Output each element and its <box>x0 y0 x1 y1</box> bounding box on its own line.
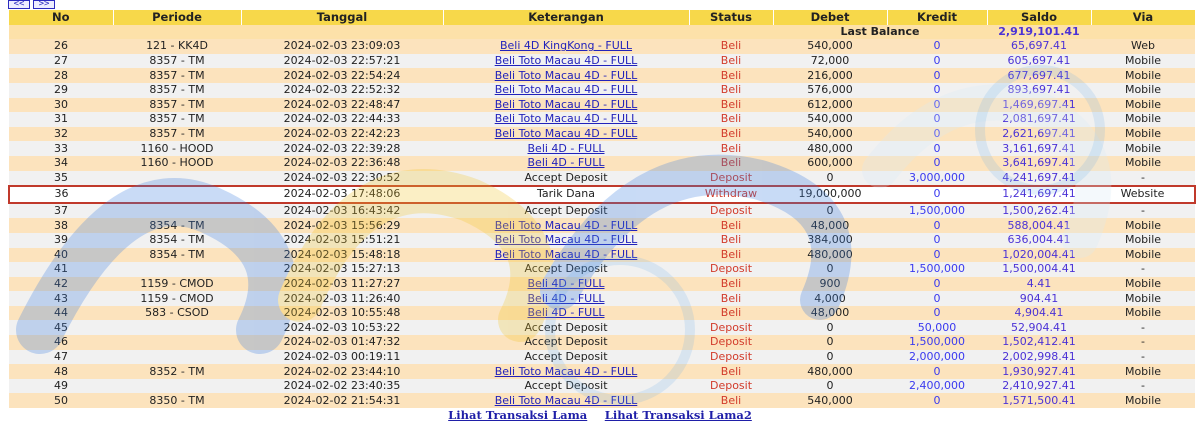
table-row <box>9 171 1195 187</box>
cell-tanggal: 2024-02-02 21:54:31 <box>241 393 443 408</box>
cell-tanggal: 2024-02-03 22:30:52 <box>241 171 443 187</box>
table-row <box>9 277 1195 292</box>
cell-debet: 540,000 <box>773 112 887 127</box>
col-header-debet: Debet <box>773 10 887 25</box>
cell-periode: 1159 - CMOD <box>113 291 241 306</box>
cell-debet: 612,000 <box>773 98 887 113</box>
cell-periode <box>113 320 241 335</box>
cell-periode <box>113 262 241 277</box>
cell-tanggal: 2024-02-03 22:57:21 <box>241 54 443 69</box>
cell-saldo: 3,161,697.41 <box>987 141 1091 156</box>
cell-saldo: 65,697.41 <box>987 39 1091 54</box>
cell-kredit: 0 <box>887 112 987 127</box>
cell-keterangan <box>443 291 689 306</box>
cell-saldo: 3,641,697.41 <box>987 156 1091 171</box>
cell-status: Beli <box>689 127 773 142</box>
cell-periode <box>113 203 241 219</box>
cell-kredit: 0 <box>887 39 987 54</box>
cell-kredit: 0 <box>887 218 987 233</box>
cell-tanggal: 2024-02-03 22:48:47 <box>241 98 443 113</box>
cell-keterangan <box>443 68 689 83</box>
cell-status: Beli <box>689 156 773 171</box>
cell-saldo: 904.41 <box>987 291 1091 306</box>
cell-via: Mobile <box>1091 156 1195 171</box>
cell-via: - <box>1091 262 1195 277</box>
cell-keterangan <box>443 218 689 233</box>
bet-detail-link[interactable]: Beli Toto Macau 4D - FULL <box>494 233 638 247</box>
cell-tanggal: 2024-02-03 15:48:18 <box>241 248 443 263</box>
cell-debet: 4,000 <box>773 291 887 306</box>
cell-kredit: 2,400,000 <box>887 379 987 394</box>
cell-status: Beli <box>689 306 773 321</box>
last-balance-label: Last Balance <box>773 25 987 40</box>
cell-kredit: 0 <box>887 291 987 306</box>
bet-detail-link[interactable]: Beli Toto Macau 4D - FULL <box>494 68 638 82</box>
table-row <box>9 248 1195 263</box>
cell-periode: 8357 - TM <box>113 112 241 127</box>
cell-keterangan <box>443 54 689 69</box>
cell-debet: 0 <box>773 203 887 219</box>
bet-detail-link[interactable]: Beli 4D KingKong - FULL <box>499 39 633 53</box>
cell-status: Beli <box>689 68 773 83</box>
cell-keterangan: Accept Deposit <box>443 262 689 277</box>
cell-periode: 8354 - TM <box>113 248 241 263</box>
bet-detail-link[interactable]: Beli Toto Macau 4D - FULL <box>494 247 638 261</box>
cell-keterangan <box>443 83 689 98</box>
cell-no: 43 <box>9 291 113 306</box>
cell-no: 42 <box>9 277 113 292</box>
cell-no: 49 <box>9 379 113 394</box>
cell-no: 39 <box>9 233 113 248</box>
cell-tanggal: 2024-02-03 22:36:48 <box>241 156 443 171</box>
col-header-no: No <box>9 10 113 25</box>
cell-no: 26 <box>9 39 113 54</box>
cell-periode: 8357 - TM <box>113 68 241 83</box>
cell-debet: 540,000 <box>773 39 887 54</box>
cell-tanggal: 2024-02-03 22:44:33 <box>241 112 443 127</box>
cell-periode: 583 - CSOD <box>113 306 241 321</box>
pager <box>8 0 55 9</box>
cell-kredit: 0 <box>887 393 987 408</box>
cell-via: - <box>1091 320 1195 335</box>
last-balance-row <box>9 25 1195 40</box>
col-header-kredit: Kredit <box>887 10 987 25</box>
cell-tanggal: 2024-02-03 01:47:32 <box>241 335 443 350</box>
cell-keterangan: Tarik Dana <box>443 186 689 203</box>
cell-no: 38 <box>9 218 113 233</box>
cell-debet: 540,000 <box>773 393 887 408</box>
cell-debet: 900 <box>773 277 887 292</box>
cell-saldo: 52,904.41 <box>987 320 1091 335</box>
cell-no: 50 <box>9 393 113 408</box>
cell-keterangan <box>443 127 689 142</box>
table-row <box>9 98 1195 113</box>
cell-no: 33 <box>9 141 113 156</box>
cell-via: Mobile <box>1091 248 1195 263</box>
table-row-highlighted <box>9 186 1195 203</box>
cell-keterangan <box>443 39 689 54</box>
cell-saldo: 605,697.41 <box>987 54 1091 69</box>
cell-saldo: 677,697.41 <box>987 68 1091 83</box>
bet-detail-link[interactable]: Beli Toto Macau 4D - FULL <box>494 112 638 126</box>
cell-debet: 540,000 <box>773 127 887 142</box>
cell-kredit: 1,500,000 <box>887 335 987 350</box>
cell-kredit: 3,000,000 <box>887 171 987 187</box>
cell-debet: 480,000 <box>773 141 887 156</box>
cell-keterangan: Accept Deposit <box>443 379 689 394</box>
cell-periode: 8354 - TM <box>113 233 241 248</box>
cell-no: 31 <box>9 112 113 127</box>
bet-detail-link[interactable]: Beli Toto Macau 4D - FULL <box>494 97 638 111</box>
cell-saldo: 2,081,697.41 <box>987 112 1091 127</box>
cell-kredit: 2,000,000 <box>887 350 987 365</box>
cell-saldo: 2,621,697.41 <box>987 127 1091 142</box>
cell-kredit: 0 <box>887 248 987 263</box>
cell-no: 37 <box>9 203 113 219</box>
cell-kredit: 0 <box>887 141 987 156</box>
cell-tanggal: 2024-02-03 22:39:28 <box>241 141 443 156</box>
cell-saldo: 1,500,262.41 <box>987 203 1091 219</box>
cell-status: Deposit <box>689 335 773 350</box>
cell-kredit: 0 <box>887 233 987 248</box>
bet-detail-link[interactable]: Beli Toto Macau 4D - FULL <box>494 54 638 68</box>
cell-debet: 0 <box>773 379 887 394</box>
cell-no: 35 <box>9 171 113 187</box>
cell-via: Mobile <box>1091 277 1195 292</box>
cell-no: 36 <box>9 186 113 203</box>
table-row <box>9 364 1195 379</box>
old-transactions-2-link[interactable]: Lihat Transaksi Lama2 <box>604 408 752 422</box>
cell-status: Beli <box>689 141 773 156</box>
cell-periode <box>113 379 241 394</box>
cell-via: - <box>1091 335 1195 350</box>
cell-no: 48 <box>9 364 113 379</box>
cell-via: Mobile <box>1091 141 1195 156</box>
cell-debet: 0 <box>773 320 887 335</box>
table-row <box>9 320 1195 335</box>
table-row <box>9 156 1195 171</box>
table-row <box>9 262 1195 277</box>
cell-keterangan <box>443 141 689 156</box>
cell-debet: 48,000 <box>773 306 887 321</box>
cell-periode: 1160 - HOOD <box>113 156 241 171</box>
table-row <box>9 218 1195 233</box>
table-row <box>9 141 1195 156</box>
cell-via: - <box>1091 203 1195 219</box>
table-row <box>9 350 1195 365</box>
cell-via: Mobile <box>1091 112 1195 127</box>
cell-periode <box>113 335 241 350</box>
col-header-status: Status <box>689 10 773 25</box>
next-page-button[interactable]: >> <box>33 0 55 9</box>
cell-via: Web <box>1091 39 1195 54</box>
cell-kredit: 0 <box>887 364 987 379</box>
bet-detail-link[interactable]: Beli Toto Macau 4D - FULL <box>494 127 638 141</box>
cell-keterangan: Accept Deposit <box>443 350 689 365</box>
cell-keterangan <box>443 393 689 408</box>
bet-detail-link[interactable]: Beli 4D - FULL <box>527 306 605 320</box>
cell-status: Beli <box>689 218 773 233</box>
cell-debet: 576,000 <box>773 83 887 98</box>
cell-kredit: 0 <box>887 98 987 113</box>
col-header-via: Via <box>1091 10 1195 25</box>
cell-saldo: 2,410,927.41 <box>987 379 1091 394</box>
cell-debet: 19,000,000 <box>773 186 887 203</box>
cell-kredit: 0 <box>887 83 987 98</box>
cell-debet: 216,000 <box>773 68 887 83</box>
table-row <box>9 335 1195 350</box>
cell-status: Withdraw <box>689 186 773 203</box>
bet-detail-link[interactable]: Beli 4D - FULL <box>527 291 605 305</box>
table-row <box>9 39 1195 54</box>
cell-saldo: 1,502,412.41 <box>987 335 1091 350</box>
cell-status: Deposit <box>689 379 773 394</box>
table-row <box>9 379 1195 394</box>
cell-tanggal: 2024-02-03 11:27:27 <box>241 277 443 292</box>
cell-via: Mobile <box>1091 98 1195 113</box>
cell-kredit: 0 <box>887 127 987 142</box>
cell-periode: 8350 - TM <box>113 393 241 408</box>
cell-periode: 1160 - HOOD <box>113 141 241 156</box>
cell-saldo: 4.41 <box>987 277 1091 292</box>
cell-status: Deposit <box>689 171 773 187</box>
old-transactions-link[interactable]: Lihat Transaksi Lama <box>448 408 588 422</box>
cell-status: Deposit <box>689 350 773 365</box>
table-row <box>9 291 1195 306</box>
cell-saldo: 1,571,500.41 <box>987 393 1091 408</box>
cell-via: Website <box>1091 186 1195 203</box>
cell-no: 29 <box>9 83 113 98</box>
cell-keterangan <box>443 98 689 113</box>
cell-kredit: 0 <box>887 306 987 321</box>
cell-saldo: 1,020,004.41 <box>987 248 1091 263</box>
cell-status: Deposit <box>689 262 773 277</box>
cell-no: 41 <box>9 262 113 277</box>
cell-saldo: 1,500,004.41 <box>987 262 1091 277</box>
cell-periode: 8357 - TM <box>113 54 241 69</box>
cell-no: 30 <box>9 98 113 113</box>
col-header-saldo: Saldo <box>987 10 1091 25</box>
cell-tanggal: 2024-02-03 10:53:22 <box>241 320 443 335</box>
cell-periode: 8357 - TM <box>113 98 241 113</box>
cell-debet: 0 <box>773 171 887 187</box>
cell-via: Mobile <box>1091 218 1195 233</box>
cell-debet: 384,000 <box>773 233 887 248</box>
table-row <box>9 306 1195 321</box>
cell-keterangan <box>443 112 689 127</box>
cell-no: 47 <box>9 350 113 365</box>
table-row <box>9 203 1195 219</box>
bet-detail-link[interactable]: Beli Toto Macau 4D - FULL <box>494 218 638 232</box>
cell-no: 28 <box>9 68 113 83</box>
cell-no: 34 <box>9 156 113 171</box>
table-row <box>9 233 1195 248</box>
cell-keterangan: Accept Deposit <box>443 320 689 335</box>
cell-no: 46 <box>9 335 113 350</box>
cell-kredit: 0 <box>887 156 987 171</box>
col-header-periode: Periode <box>113 10 241 25</box>
cell-status: Beli <box>689 233 773 248</box>
cell-periode: 8354 - TM <box>113 218 241 233</box>
cell-via: - <box>1091 379 1195 394</box>
cell-kredit: 50,000 <box>887 320 987 335</box>
cell-status: Beli <box>689 83 773 98</box>
cell-status: Beli <box>689 112 773 127</box>
cell-kredit: 0 <box>887 68 987 83</box>
cell-status: Beli <box>689 277 773 292</box>
cell-via: Mobile <box>1091 127 1195 142</box>
cell-debet: 48,000 <box>773 218 887 233</box>
cell-status: Beli <box>689 54 773 69</box>
cell-tanggal: 2024-02-03 17:48:06 <box>241 186 443 203</box>
cell-debet: 72,000 <box>773 54 887 69</box>
cell-no: 40 <box>9 248 113 263</box>
cell-status: Beli <box>689 291 773 306</box>
cell-keterangan <box>443 156 689 171</box>
cell-tanggal: 2024-02-03 16:43:42 <box>241 203 443 219</box>
bet-detail-link[interactable]: Beli Toto Macau 4D - FULL <box>494 83 638 97</box>
cell-no: 45 <box>9 320 113 335</box>
footer-links <box>0 408 1200 422</box>
cell-kredit: 0 <box>887 277 987 292</box>
bet-detail-link[interactable]: Beli 4D - FULL <box>527 156 605 170</box>
cell-via: Mobile <box>1091 233 1195 248</box>
prev-page-button[interactable]: << <box>8 0 30 9</box>
col-header-keterangan: Keterangan <box>443 10 689 25</box>
cell-periode: 8352 - TM <box>113 364 241 379</box>
bet-detail-link[interactable]: Beli 4D - FULL <box>527 141 605 155</box>
cell-status: Beli <box>689 248 773 263</box>
bet-detail-link[interactable]: Beli Toto Macau 4D - FULL <box>494 393 638 407</box>
cell-keterangan <box>443 364 689 379</box>
cell-via: Mobile <box>1091 54 1195 69</box>
cell-keterangan <box>443 277 689 292</box>
cell-via: Mobile <box>1091 68 1195 83</box>
cell-saldo: 1,241,697.41 <box>987 186 1091 203</box>
cell-keterangan: Accept Deposit <box>443 203 689 219</box>
cell-saldo: 2,002,998.41 <box>987 350 1091 365</box>
cell-debet: 0 <box>773 335 887 350</box>
cell-debet: 0 <box>773 262 887 277</box>
cell-via: Mobile <box>1091 364 1195 379</box>
cell-tanggal: 2024-02-02 23:44:10 <box>241 364 443 379</box>
cell-no: 32 <box>9 127 113 142</box>
table-row <box>9 112 1195 127</box>
cell-periode: 1159 - CMOD <box>113 277 241 292</box>
cell-via: Mobile <box>1091 83 1195 98</box>
cell-tanggal: 2024-02-02 23:40:35 <box>241 379 443 394</box>
cell-tanggal: 2024-02-03 15:51:21 <box>241 233 443 248</box>
cell-tanggal: 2024-02-03 10:55:48 <box>241 306 443 321</box>
cell-tanggal: 2024-02-03 23:09:03 <box>241 39 443 54</box>
cell-tanggal: 2024-02-03 00:19:11 <box>241 350 443 365</box>
cell-keterangan <box>443 306 689 321</box>
cell-tanggal: 2024-02-03 22:54:24 <box>241 68 443 83</box>
cell-periode <box>113 171 241 187</box>
cell-saldo: 588,004.41 <box>987 218 1091 233</box>
cell-debet: 600,000 <box>773 156 887 171</box>
table-row <box>9 393 1195 408</box>
cell-keterangan <box>443 248 689 263</box>
cell-no: 27 <box>9 54 113 69</box>
cell-periode: 8357 - TM <box>113 83 241 98</box>
cell-saldo: 893,697.41 <box>987 83 1091 98</box>
cell-tanggal: 2024-02-03 22:52:32 <box>241 83 443 98</box>
cell-keterangan: Accept Deposit <box>443 335 689 350</box>
cell-kredit: 1,500,000 <box>887 262 987 277</box>
cell-kredit: 0 <box>887 186 987 203</box>
cell-debet: 480,000 <box>773 364 887 379</box>
last-balance-value: 2,919,101.41 <box>987 25 1091 40</box>
table-row <box>9 127 1195 142</box>
cell-tanggal: 2024-02-03 15:56:29 <box>241 218 443 233</box>
cell-kredit: 1,500,000 <box>887 203 987 219</box>
cell-saldo: 1,930,927.41 <box>987 364 1091 379</box>
cell-via: - <box>1091 350 1195 365</box>
transaction-table <box>8 10 1196 408</box>
cell-status: Beli <box>689 364 773 379</box>
cell-via: Mobile <box>1091 291 1195 306</box>
cell-periode <box>113 186 241 203</box>
cell-saldo: 1,469,697.41 <box>987 98 1091 113</box>
cell-status: Beli <box>689 98 773 113</box>
cell-debet: 480,000 <box>773 248 887 263</box>
cell-kredit: 0 <box>887 54 987 69</box>
bet-detail-link[interactable]: Beli Toto Macau 4D - FULL <box>494 364 638 378</box>
cell-periode <box>113 350 241 365</box>
table-row <box>9 83 1195 98</box>
table-row <box>9 54 1195 69</box>
cell-status: Deposit <box>689 320 773 335</box>
cell-status: Beli <box>689 393 773 408</box>
cell-saldo: 4,904.41 <box>987 306 1091 321</box>
cell-status: Beli <box>689 39 773 54</box>
cell-keterangan <box>443 233 689 248</box>
cell-via: Mobile <box>1091 306 1195 321</box>
cell-tanggal: 2024-02-03 15:27:13 <box>241 262 443 277</box>
table-row <box>9 68 1195 83</box>
cell-keterangan: Accept Deposit <box>443 171 689 187</box>
cell-via: - <box>1091 171 1195 187</box>
col-header-tanggal: Tanggal <box>241 10 443 25</box>
cell-tanggal: 2024-02-03 22:42:23 <box>241 127 443 142</box>
cell-saldo: 636,004.41 <box>987 233 1091 248</box>
cell-periode: 121 - KK4D <box>113 39 241 54</box>
cell-periode: 8357 - TM <box>113 127 241 142</box>
cell-status: Deposit <box>689 203 773 219</box>
bet-detail-link[interactable]: Beli 4D - FULL <box>527 276 605 290</box>
cell-via: Mobile <box>1091 393 1195 408</box>
cell-no: 44 <box>9 306 113 321</box>
cell-debet: 0 <box>773 350 887 365</box>
header-row <box>9 10 1195 25</box>
cell-tanggal: 2024-02-03 11:26:40 <box>241 291 443 306</box>
cell-saldo: 4,241,697.41 <box>987 171 1091 187</box>
